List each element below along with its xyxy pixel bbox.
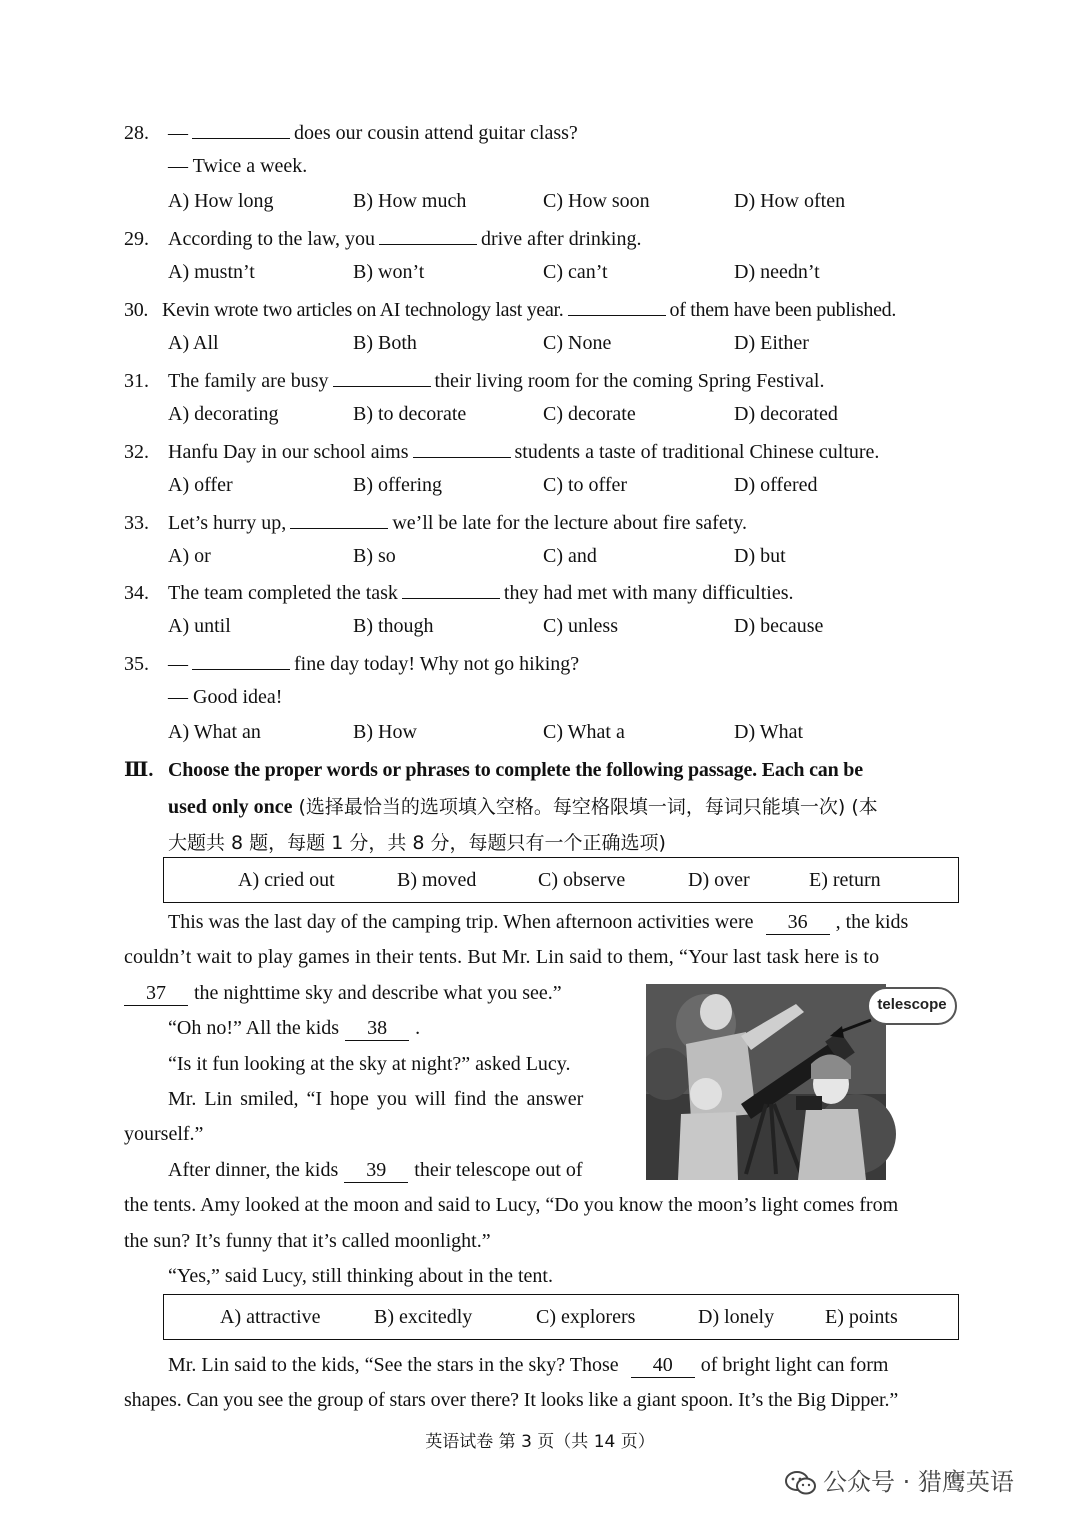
box-option: B) excitedly xyxy=(374,1306,473,1328)
section-instruction-bold: used only once xyxy=(168,796,293,818)
option-a[interactable]: A) or xyxy=(168,545,211,567)
question-35-options xyxy=(168,721,958,749)
section-instruction-line1: Choose the proper words or phrases to complete the following passage. Each can be xyxy=(168,759,863,781)
section-numeral: Ⅲ. xyxy=(124,759,154,781)
passage-text: of bright light can form xyxy=(700,1354,889,1376)
passage-text: This was the last day of the camping trip. When afternoon activities were xyxy=(168,911,754,933)
section-heading xyxy=(124,757,863,782)
option-b[interactable]: B) to decorate xyxy=(353,403,467,425)
answer-blank xyxy=(379,226,477,245)
passage-line: yourself.” xyxy=(124,1123,204,1145)
answer-blank xyxy=(290,510,388,529)
question-35-reply: — Good idea! xyxy=(168,686,283,708)
telescope-label: telescope xyxy=(877,996,947,1013)
question-32 xyxy=(124,439,879,464)
option-d[interactable]: D) decorated xyxy=(734,403,838,425)
question-28-options xyxy=(168,190,958,218)
option-c[interactable]: C) unless xyxy=(543,615,618,637)
wechat-watermark xyxy=(785,1462,1014,1497)
wechat-icon xyxy=(785,1470,817,1496)
passage-line: shapes. Can you see the group of stars over there? It looks like a giant spoon. It’s the Big Dipper.” xyxy=(124,1389,899,1411)
option-a[interactable]: A) mustn’t xyxy=(168,261,255,283)
box-option: C) observe xyxy=(538,869,626,891)
question-33-options xyxy=(168,545,958,573)
question-stem-pre: Hanfu Day in our school aims xyxy=(168,441,409,463)
option-d[interactable]: D) offered xyxy=(734,474,818,496)
passage-line: Mr. Lin smiled, “I hope you will find the answer xyxy=(168,1088,584,1110)
question-stem-post: drive after drinking. xyxy=(480,228,642,250)
question-stem-post: students a taste of traditional Chinese culture. xyxy=(514,441,880,463)
question-33 xyxy=(124,510,747,535)
answer-blank xyxy=(413,439,511,458)
question-32-options xyxy=(168,474,958,502)
question-stem-pre: According to the law, you xyxy=(168,228,375,250)
question-stem-post: of them have been published. xyxy=(669,299,897,321)
section-instruction-line2 xyxy=(168,792,878,819)
question-number: 30. xyxy=(124,299,149,321)
option-d[interactable]: D) needn’t xyxy=(734,261,820,283)
answer-blank xyxy=(192,651,290,670)
option-d[interactable]: D) What xyxy=(734,721,804,743)
option-b[interactable]: B) How xyxy=(353,721,417,743)
stargazing-picture xyxy=(646,984,958,1180)
option-a[interactable]: A) All xyxy=(168,332,219,354)
section-instruction-cn: 大题共 8 题，每题 1 分，共 8 分，每题只有一个正确选项) xyxy=(168,832,666,854)
option-d[interactable]: D) Either xyxy=(734,332,809,354)
box-option: C) explorers xyxy=(536,1306,636,1328)
blank-39[interactable]: 39 xyxy=(344,1159,408,1183)
question-number: 29. xyxy=(124,228,149,250)
word-box-1 xyxy=(163,857,959,903)
answer-blank xyxy=(192,120,290,139)
section-instruction-line3 xyxy=(168,828,666,855)
option-c[interactable]: C) decorate xyxy=(543,403,636,425)
question-stem-post: does our cousin attend guitar class? xyxy=(294,122,578,144)
answer-blank xyxy=(333,368,431,387)
option-d[interactable]: D) because xyxy=(734,615,824,637)
passage-text: Mr. Lin said to the kids, “See the stars in the sky? Those xyxy=(168,1354,619,1376)
option-c[interactable]: C) How soon xyxy=(543,190,650,212)
option-c[interactable]: C) None xyxy=(543,332,612,354)
blank-36[interactable]: 36 xyxy=(766,911,830,935)
passage-text: . xyxy=(415,1017,421,1039)
blank-37[interactable]: 37 xyxy=(124,982,188,1006)
box-option: D) lonely xyxy=(698,1306,775,1328)
option-c[interactable]: C) can’t xyxy=(543,261,608,283)
page-footer: 英语试卷 第 3 页（共 14 页） xyxy=(425,1432,655,1452)
blank-38[interactable]: 38 xyxy=(345,1017,409,1041)
question-stem-pre: Kevin wrote two articles on AI technology last year. xyxy=(162,299,564,321)
passage-text: , the kids xyxy=(835,911,909,933)
question-28-reply: — Twice a week. xyxy=(168,155,308,177)
box-option: A) attractive xyxy=(220,1306,321,1328)
question-number: 33. xyxy=(124,512,149,534)
option-a[interactable]: A) decorating xyxy=(168,403,279,425)
question-stem-post: we’ll be late for the lecture about fire safety. xyxy=(392,512,747,534)
question-number: 28. xyxy=(124,122,149,144)
question-stem-pre: The team completed the task xyxy=(168,582,398,604)
option-a[interactable]: A) How long xyxy=(168,190,274,212)
passage-line: couldn’t wait to play games in their tents. But Mr. Lin said to them, “Your last task here is to xyxy=(124,946,880,968)
question-number: 31. xyxy=(124,370,149,392)
box-option: E) return xyxy=(809,869,881,891)
option-c[interactable]: C) to offer xyxy=(543,474,628,496)
question-stem-post: fine day today! Why not go hiking? xyxy=(294,653,580,675)
option-a[interactable]: A) offer xyxy=(168,474,233,496)
passage-line: “Yes,” said Lucy, still thinking about in the tent. xyxy=(168,1265,553,1287)
question-31 xyxy=(124,368,824,393)
question-29-options xyxy=(168,261,958,289)
passage-line: the tents. Amy looked at the moon and said to Lucy, “Do you know the moon’s light comes from xyxy=(124,1194,899,1216)
question-28 xyxy=(124,120,578,145)
question-stem-pre: — xyxy=(168,653,188,675)
question-stem-post: their living room for the coming Spring Festival. xyxy=(434,370,825,392)
passage-line xyxy=(168,1354,888,1378)
option-d[interactable]: D) How often xyxy=(734,190,846,212)
option-d[interactable]: D) but xyxy=(734,545,786,567)
question-35 xyxy=(124,651,579,676)
option-b[interactable]: B) offering xyxy=(353,474,443,496)
question-stem-pre: — xyxy=(168,122,188,144)
option-b[interactable]: B) though xyxy=(353,615,434,637)
box-option: A) cried out xyxy=(238,869,335,891)
watermark-text: 公众号 · 猎鹰英语 xyxy=(823,1468,1014,1496)
question-number: 35. xyxy=(124,653,149,675)
question-stem-post: they had met with many difficulties. xyxy=(503,582,794,604)
option-a[interactable]: A) until xyxy=(168,615,231,637)
passage-text: After dinner, the kids xyxy=(168,1159,339,1181)
question-stem-pre: The family are busy xyxy=(168,370,329,392)
answer-blank xyxy=(568,297,666,316)
word-box-2 xyxy=(163,1294,959,1340)
question-number: 34. xyxy=(124,582,149,604)
answer-blank xyxy=(402,580,500,599)
passage-line xyxy=(168,911,908,935)
box-option: B) moved xyxy=(397,869,477,891)
option-c[interactable]: C) What a xyxy=(543,721,625,743)
passage-line xyxy=(124,982,562,1006)
question-30 xyxy=(124,297,896,322)
question-34-options xyxy=(168,615,958,643)
question-34 xyxy=(124,580,794,605)
question-31-options xyxy=(168,403,958,431)
box-option: D) over xyxy=(688,869,750,891)
telescope-illustration xyxy=(646,984,958,1180)
passage-text: “Oh no!” All the kids xyxy=(168,1017,340,1039)
blank-40[interactable]: 40 xyxy=(631,1354,695,1378)
option-b[interactable]: B) Both xyxy=(353,332,417,354)
option-a[interactable]: A) What an xyxy=(168,721,261,743)
option-c[interactable]: C) and xyxy=(543,545,597,567)
passage-line xyxy=(168,1017,420,1041)
question-number: 32. xyxy=(124,441,149,463)
passage-line: the sun? It’s funny that it’s called moonlight.” xyxy=(124,1230,491,1252)
option-b[interactable]: B) so xyxy=(353,545,396,567)
option-b[interactable]: B) won’t xyxy=(353,261,425,283)
option-b[interactable]: B) How much xyxy=(353,190,467,212)
passage-line xyxy=(168,1159,583,1183)
question-stem-pre: Let’s hurry up, xyxy=(168,512,287,534)
passage-text: their telescope out of xyxy=(414,1159,583,1181)
box-option: E) points xyxy=(825,1306,898,1328)
passage-line: “Is it fun looking at the sky at night?” asked Lucy. xyxy=(168,1053,571,1075)
passage-text: the nighttime sky and describe what you see.” xyxy=(194,982,562,1004)
question-29 xyxy=(124,226,641,251)
question-30-options xyxy=(168,332,958,360)
section-instruction-cn: (选择最恰当的选项填入空格。每空格限填一词，每词只能填一次) (本 xyxy=(292,796,878,818)
